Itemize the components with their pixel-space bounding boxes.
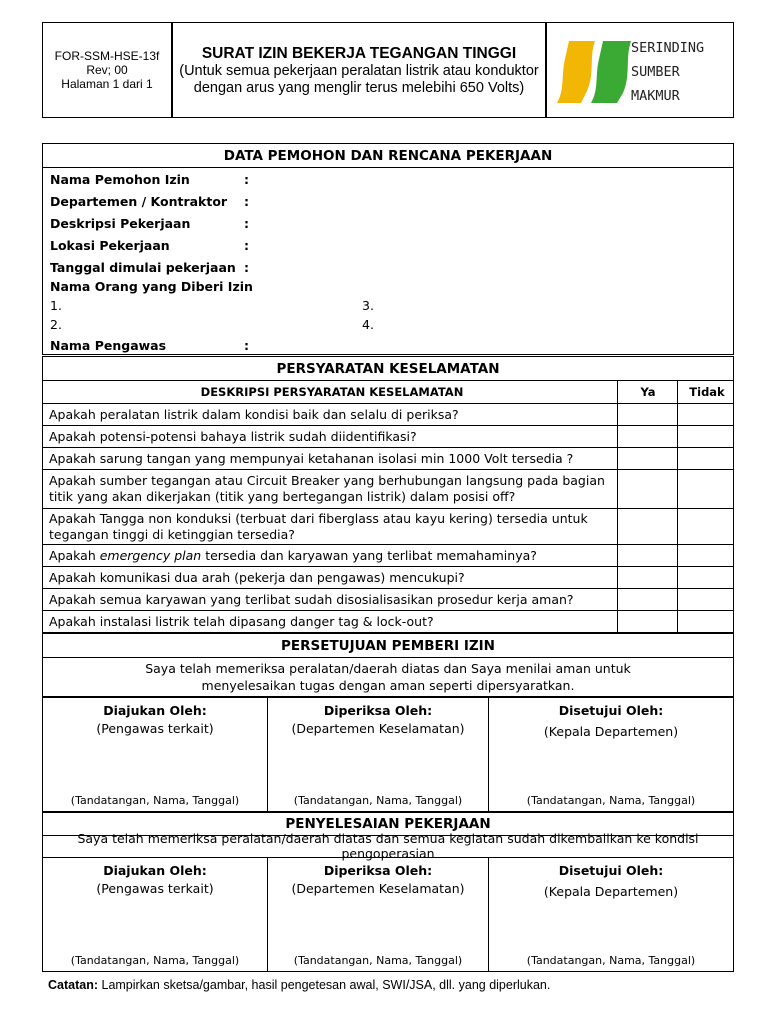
approval-submitted-by: Diajukan Oleh: (Pengawas terkait) (Tandatangan, Nama, Tanggal) [42,697,268,813]
safety-question: Apakah instalasi listrik telah dipasang danger tag & lock-out? [49,613,434,629]
supervisor-colon: : [244,338,249,353]
job-description-label: Deskripsi Pekerjaan [50,216,191,231]
no-checkbox[interactable] [677,611,736,632]
signature-line[interactable]: (Tandatangan, Nama, Tanggal) [70,954,240,967]
logo-line-3: MAKMUR [631,88,680,104]
department-label: Departemen / Kontraktor [50,194,228,209]
no-checkbox[interactable] [677,509,736,544]
yes-checkbox[interactable] [617,509,678,544]
yes-checkbox[interactable] [617,545,678,566]
logo-line-1: SERINDING [631,40,705,56]
logo-text [631,36,704,108]
signature-line[interactable]: (Tandatangan, Nama, Tanggal) [293,954,463,967]
completion-submitted-by: Diajukan Oleh: (Pengawas terkait) (Tandatangan, Nama, Tanggal) [42,857,268,972]
signature-line[interactable]: (Tandatangan, Nama, Tanggal) [526,794,696,807]
safety-question: Apakah Tangga non konduksi (terbuat dari fiberglass atau kayu kering) tersedia untuk tegangan tinggi di ketinggian tersedia? [49,510,588,542]
note-label: Catatan: [48,978,99,992]
safety-table-header [42,380,734,404]
yes-checkbox[interactable] [617,611,678,632]
safety-col-description: DESKRIPSI PERSYARATAN KESELAMATAN [200,384,464,399]
safety-row [42,567,734,589]
yes-checkbox[interactable] [617,470,678,508]
applicant-name-label: Nama Pemohon Izin [50,172,190,187]
safety-col-yes: Ya [617,380,678,403]
completion-approved-by: Disetujui Oleh: (Kepala Departemen) (Tandatangan, Nama, Tanggal) [488,857,734,972]
approval-checked-by: Diperiksa Oleh: (Departemen Keselamatan) (Tandatangan, Nama, Tanggal) [267,697,489,813]
yes-checkbox[interactable] [617,404,678,425]
person-3: 3. [362,298,374,313]
doc-info-box [42,22,172,118]
no-checkbox[interactable] [677,567,736,588]
approval-statement: Saya telah memeriksa peralatan/daerah diatas dan Saya menilai aman untuk menyelesaikan tugas dengan aman seperti dipersyaratkan. [42,657,734,697]
person-4: 4. [362,317,374,332]
safety-col-no: Tidak [677,380,736,403]
title-box [172,22,546,118]
safety-row [42,611,734,633]
approval-section-title: PERSETUJUAN PEMBERI IZIN [42,633,734,658]
logo-green-shape [591,41,631,103]
yes-checkbox[interactable] [617,589,678,610]
no-checkbox[interactable] [677,545,736,566]
job-location-colon: : [244,238,249,253]
yes-checkbox[interactable] [617,448,678,469]
person-2: 2. [50,317,62,332]
safety-row [42,545,734,567]
safety-row [42,404,734,426]
completion-checked-by: Diperiksa Oleh: (Departemen Keselamatan) (Tandatangan, Nama, Tanggal) [267,857,489,972]
doc-revision: Rev; 00 [86,63,128,77]
safety-question: Apakah semua karyawan yang terlibat sudah disosialisasikan prosedur kerja aman? [49,591,574,607]
logo-line-2: SUMBER [631,64,680,80]
safety-row [42,470,734,509]
completion-statement: Saya telah memeriksa peralatan/daerah diatas dan semua kegiatan sudah dikembalikan ke kondisi pengoperasian [42,835,734,858]
safety-row [42,426,734,448]
footer-note [48,978,550,992]
safety-section-title: PERSYARATAN KESELAMATAN [42,356,734,381]
doc-code: FOR-SSM-HSE-13f [54,49,160,63]
applicant-block [42,167,734,355]
completion-section-title: PENYELESAIAN PEKERJAAN [42,811,734,836]
yes-checkbox[interactable] [617,426,678,447]
safety-row [42,589,734,611]
safety-question: Apakah emergency plan tersedia dan karyawan yang terlibat memahaminya? [49,547,537,563]
job-description-colon: : [244,216,249,231]
no-checkbox[interactable] [677,404,736,425]
applicant-section-title: DATA PEMOHON DAN RENCANA PEKERJAAN [42,143,734,168]
person-1: 1. [50,298,62,313]
applicant-name-colon: : [244,172,249,187]
safety-row [42,509,734,545]
note-text: Lampirkan sketsa/gambar, hasil pengetesan awal, SWI/JSA, dll. yang diperlukan. [98,978,551,992]
no-checkbox[interactable] [677,448,736,469]
start-date-label: Tanggal dimulai pekerjaan [50,260,236,275]
logo-box [546,22,734,118]
safety-row [42,448,734,470]
signature-line[interactable]: (Tandatangan, Nama, Tanggal) [526,954,696,967]
job-location-label: Lokasi Pekerjaan [50,238,170,253]
page-title: SURAT IZIN BEKERJA TEGANGAN TINGGI [201,44,517,62]
signature-line[interactable]: (Tandatangan, Nama, Tanggal) [293,794,463,807]
doc-page: Halaman 1 dari 1 [61,77,153,91]
logo-yellow-shape [557,41,595,103]
safety-question: Apakah peralatan listrik dalam kondisi baik dan selalu di periksa? [49,406,459,422]
company-logo [555,37,635,107]
supervisor-label: Nama Pengawas [50,338,167,353]
department-colon: : [244,194,249,209]
safety-question: Apakah potensi-potensi bahaya listrik sudah diidentifikasi? [49,428,417,444]
no-checkbox[interactable] [677,426,736,447]
approval-approved-by: Disetujui Oleh: (Kepala Departemen) (Tandatangan, Nama, Tanggal) [488,697,734,813]
page-subtitle: (Untuk semua pekerjaan peralatan listrik atau konduktor dengan arus yang menglir terus melebihi 650 Volts) [179,62,539,96]
safety-question: Apakah sarung tangan yang mempunyai ketahanan isolasi min 1000 Volt tersedia ? [49,450,574,466]
no-checkbox[interactable] [677,470,736,508]
permitted-persons-label: Nama Orang yang Diberi Izin [50,279,253,294]
yes-checkbox[interactable] [617,567,678,588]
safety-question: Apakah komunikasi dua arah (pekerja dan pengawas) mencukupi? [49,569,465,585]
safety-question: Apakah sumber tegangan atau Circuit Breaker yang berhubungan langsung pada bagian titik yang akan dikerjakan (titik yang bertegangan listrik) dalam posisi off? [49,473,605,504]
signature-line[interactable]: (Tandatangan, Nama, Tanggal) [70,794,240,807]
no-checkbox[interactable] [677,589,736,610]
start-date-colon: : [244,260,249,275]
